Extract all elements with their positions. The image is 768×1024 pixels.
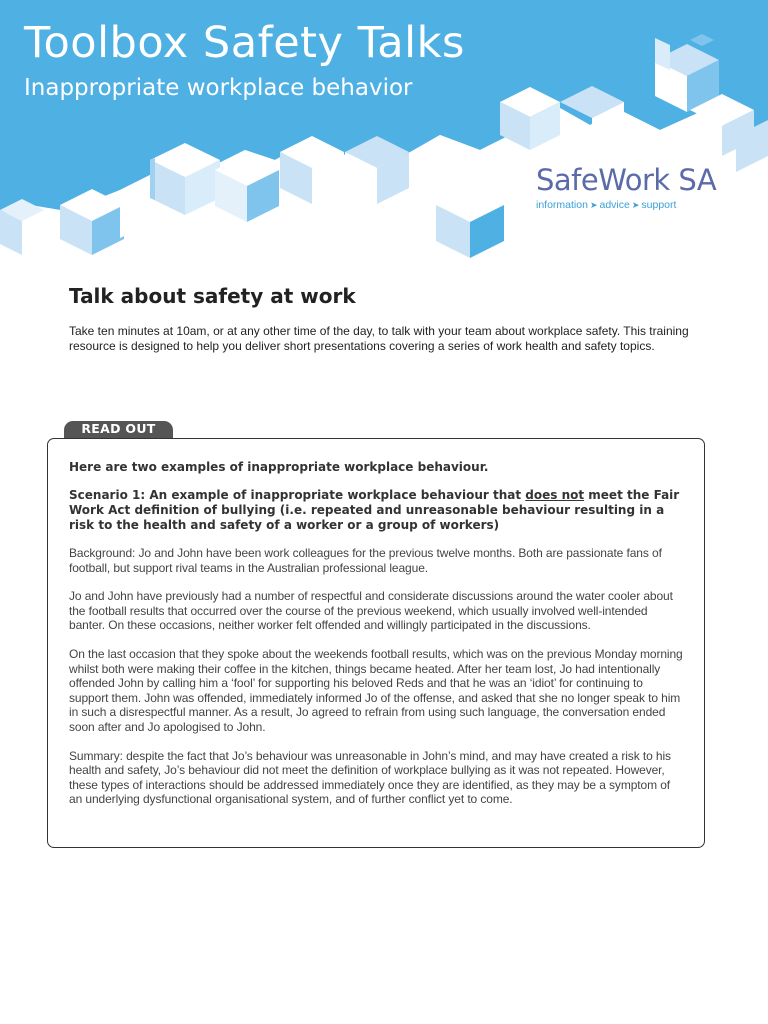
arrow-icon: ➤ — [631, 200, 640, 210]
scenario-emphasis: does not — [525, 488, 585, 502]
read-out-tab: READ OUT — [64, 421, 173, 439]
page-title: Toolbox Safety Talks — [24, 18, 465, 68]
scenario-text-end: meet the Fair Work Act definition of bullying (i.e. repeated and unreasonable behaviour resulting in a risk to the health and safety of a worker or a group of workers) — [69, 488, 680, 532]
logo-tagline — [536, 199, 736, 211]
logo-tagline-advice: advice — [599, 199, 630, 211]
logo-name: SafeWork SA — [536, 163, 717, 197]
paragraph-previous-discussions: Jo and John have previously had a number of respectful and considerate discussions around the water cooler about the football results that occurred over the course of the previous weekend, which usually involved well-intended banter. On these occasions, neither worker felt offended and willingly participated in the discussions. — [69, 589, 673, 633]
read-out-box — [47, 438, 705, 848]
scenario-heading — [69, 488, 684, 533]
paragraph-background: Background: Jo and John have been work colleagues for the previous twelve months. Both are passionate fans of football, but support rival teams in the Australian professional league. — [69, 546, 662, 575]
logo-tagline-support: support — [641, 199, 677, 211]
read-out-lead: Here are two examples of inappropriate workplace behaviour. — [69, 460, 489, 474]
paragraph-last-occasion: On the last occasion that they spoke about the weekends football results, which was on the previous Monday morning whilst both were making their coffee in the kitchen, things became heated. After her team lost, Jo had intentionally offended John by calling him a ‘fool’ for supporting his beloved Reds and that he was an ‘idiot’ for continuing to support them. John was offended, immediately informed Jo of the offense, and asked that she no longer speak to him in such a disrespectful manner. As a result, Jo agreed to refrain from using such language, the conversation ended soon after and Jo apologised to John. — [69, 646, 683, 734]
intro-heading: Talk about safety at work — [69, 284, 356, 308]
paragraph-summary: Summary: despite the fact that Jo’s behaviour was unreasonable in John’s mind, and may have created a risk to his health and safety, Jo’s behaviour did not meet the definition of workplace bullying as it was not repeated. However, these types of interactions should be addressed immediately once they are identified, as they may be a symptom of an underlying dysfunctional organisational system, and of further conflict yet to come. — [69, 748, 671, 807]
header-banner — [0, 0, 768, 270]
safework-sa-logo — [536, 163, 736, 211]
logo-tagline-information: information — [536, 199, 588, 211]
intro-text: Take ten minutes at 10am, or at any other time of the day, to talk with your team about workplace safety. This training resource is designed to help you deliver short presentations covering a series of work health and safety topics. — [69, 324, 689, 353]
arrow-icon: ➤ — [589, 200, 598, 210]
scenario-text-start: Scenario 1: An example of inappropriate workplace behaviour that — [69, 488, 526, 502]
page-subtitle: Inappropriate workplace behavior — [24, 75, 413, 101]
